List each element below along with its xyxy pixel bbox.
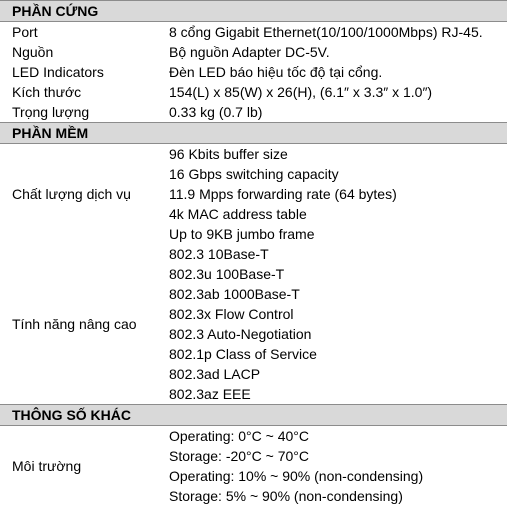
spec-label: Tính năng nâng cao [12, 316, 137, 332]
spec-label: LED Indicators [12, 64, 104, 80]
other-group [0, 426, 507, 506]
spec-value: 802.3 Auto-Negotiation [169, 326, 312, 342]
spec-value: 4k MAC address table [169, 206, 307, 222]
spec-row-port [0, 22, 507, 42]
spec-value: 802.3ab 1000Base-T [169, 286, 300, 302]
spec-value: 16 Gbps switching capacity [169, 166, 339, 182]
section-heading-software: PHẦN MỀM [0, 123, 507, 144]
spec-value: Operating: 10% ~ 90% (non-condensing) [169, 468, 424, 484]
spec-value: 0.33 kg (0.7 lb) [169, 104, 263, 120]
section-heading-hardware: PHẦN CỨNG [0, 1, 507, 22]
spec-row-dimensions [0, 82, 507, 102]
software-group [0, 144, 507, 405]
spec-label: Nguồn [12, 44, 54, 60]
spec-value: Đèn LED báo hiệu tốc độ tại cổng. [169, 64, 383, 80]
spec-label: Port [12, 24, 38, 40]
spec-label: Chất lượng dịch vụ [12, 186, 131, 202]
spec-row-qos [0, 144, 507, 244]
section-heading-other: THÔNG SỐ KHÁC [0, 405, 507, 426]
spec-label: Trọng lượng [12, 104, 90, 120]
spec-label: Kích thước [12, 84, 82, 100]
spec-row-power [0, 42, 507, 62]
spec-value: Storage: -20°C ~ 70°C [169, 448, 309, 464]
spec-value: 802.1p Class of Service [169, 346, 317, 362]
hardware-group [0, 22, 507, 123]
spec-value: Up to 9KB jumbo frame [169, 226, 315, 242]
spec-row-environment [0, 426, 507, 506]
spec-value: 802.3ad LACP [169, 366, 261, 382]
spec-value: 802.3x Flow Control [169, 306, 294, 322]
spec-value: Bộ nguồn Adapter DC-5V. [169, 44, 330, 60]
spec-row-led [0, 62, 507, 82]
spec-value: 96 Kbits buffer size [169, 146, 288, 162]
spec-value: Operating: 0°C ~ 40°C [169, 428, 309, 444]
spec-row-weight [0, 102, 507, 122]
spec-value: 8 cổng Gigabit Ethernet(10/100/1000Mbps) RJ-45. [169, 24, 483, 40]
spec-label: Môi trường [12, 458, 82, 474]
spec-row-advanced [0, 244, 507, 404]
spec-value: 802.3az EEE [169, 386, 251, 402]
spec-value: 154(L) x 85(W) x 26(H), (6.1″ x 3.3″ x 1.0″) [169, 84, 433, 100]
spec-value: 11.9 Mpps forwarding rate (64 bytes) [169, 186, 397, 202]
spec-value: 802.3u 100Base-T [169, 266, 285, 282]
spec-value: Storage: 5% ~ 90% (non-condensing) [169, 488, 403, 504]
spec-value: 802.3 10Base-T [169, 246, 269, 262]
